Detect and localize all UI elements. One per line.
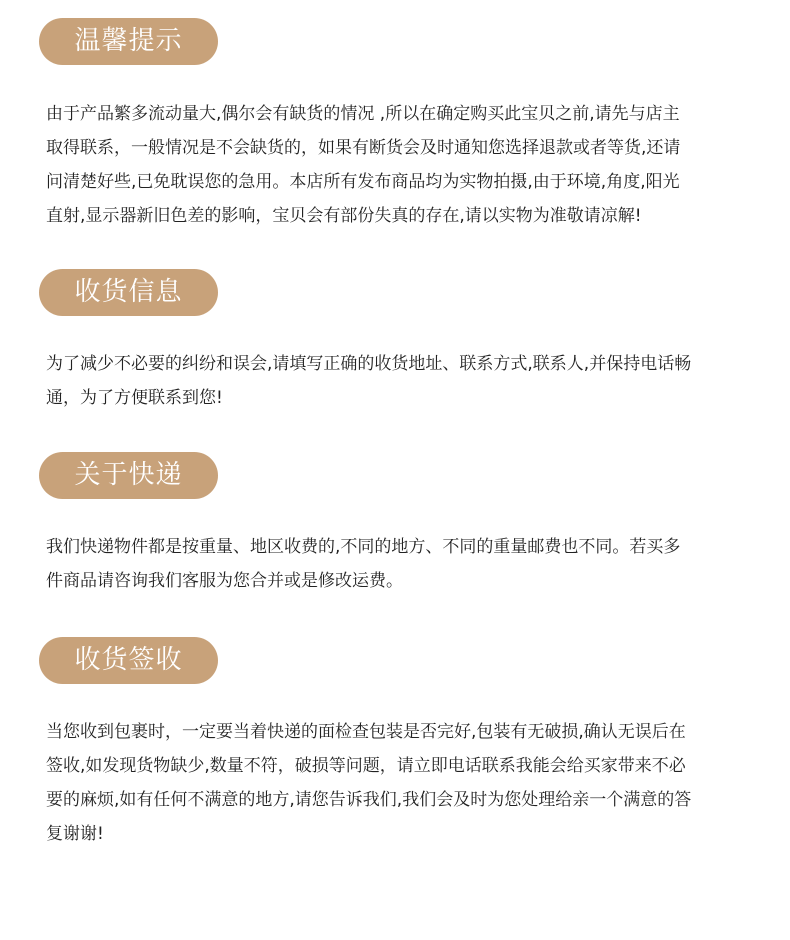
section-body-express xyxy=(46,530,768,598)
text-line: 取得联系，一般情况是不会缺货的，如果有断货会及时通知您选择退款或者等货,还请 xyxy=(46,138,681,158)
text-line: 复谢谢! xyxy=(46,824,104,844)
section-heading-express: 关于快递 xyxy=(39,452,218,499)
section-heading-delivery-info: 收货信息 xyxy=(39,269,218,316)
text-line: 直射,显示器新旧色差的影响，宝贝会有部份失真的存在,请以实物为准敬请凉解! xyxy=(46,206,642,226)
text-line: 为了减少不必要的纠纷和误会,请填写正确的收货地址、联系方式,联系人,并保持电话畅 xyxy=(46,354,692,374)
text-line: 通，为了方便联系到您! xyxy=(46,388,223,408)
text-line: 当您收到包裹时，一定要当着快递的面检查包装是否完好,包装有无破损,确认无误后在 xyxy=(46,722,686,742)
text-line: 我们快递物件都是按重量、地区收费的,不同的地方、不同的重量邮费也不同。若买多 xyxy=(46,537,681,557)
text-line: 问清楚好些,已免耽误您的急用。本店所有发布商品均为实物拍摄,由于环境,角度,阳光 xyxy=(46,172,680,192)
text-line: 件商品请咨询我们客服为您合并或是修改运费。 xyxy=(46,571,403,591)
text-line: 要的麻烦,如有任何不满意的地方,请您告诉我们,我们会及时为您处理给亲一个满意的答 xyxy=(46,790,692,810)
section-body-tips xyxy=(46,97,768,233)
section-body-delivery-info xyxy=(46,347,768,415)
section-heading-signing: 收货签收 xyxy=(39,637,218,684)
text-line: 签收,如发现货物缺少,数量不符，破损等问题，请立即电话联系我能会给买家带来不必 xyxy=(46,756,686,776)
section-heading-tips: 温馨提示 xyxy=(39,18,218,65)
text-line: 由于产品繁多流动量大,偶尔会有缺货的情况 ,所以在确定购买此宝贝之前,请先与店主 xyxy=(46,104,680,124)
section-body-signing xyxy=(46,715,768,851)
